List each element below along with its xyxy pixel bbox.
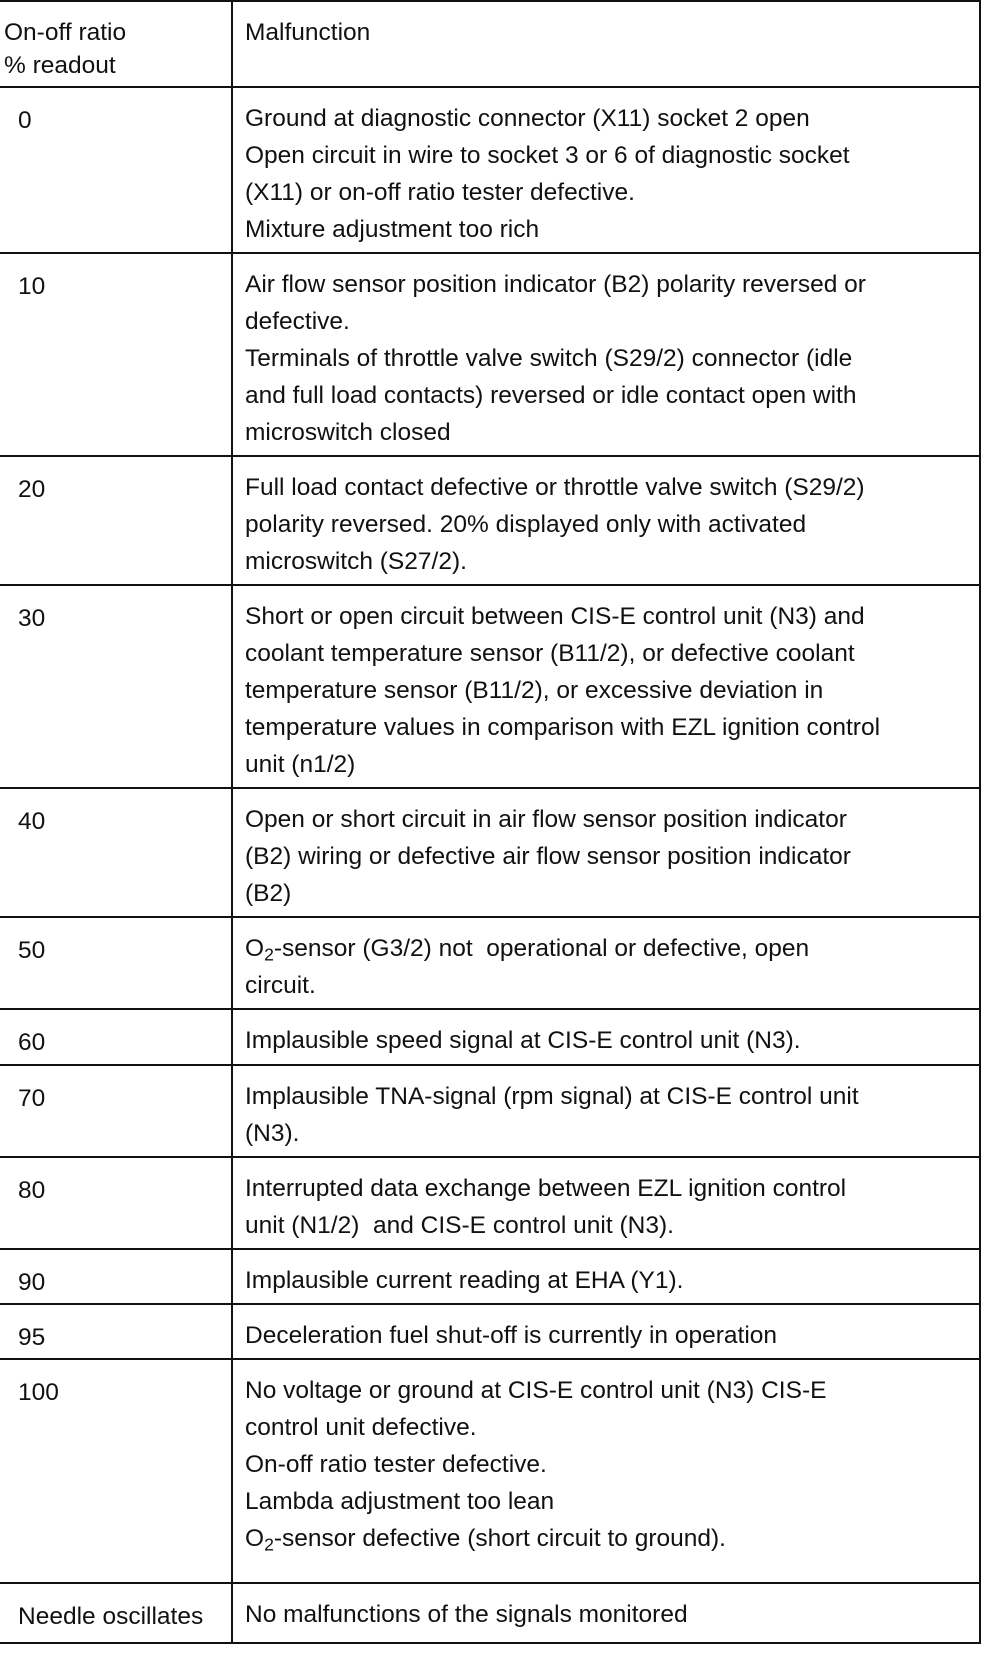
malfunction-description (232, 1009, 980, 1065)
table-body (0, 87, 980, 1643)
table-row (0, 1583, 980, 1643)
malfunction-line: temperature values in comparison with EZL ignition control (245, 714, 881, 741)
malfunction-line: (X11) or on-off ratio tester defective. (245, 179, 635, 206)
malfunction-description (232, 585, 980, 788)
header-col1-line2: % readout (4, 52, 116, 79)
malfunction-line: defective. (245, 308, 350, 335)
table-row (0, 788, 980, 917)
table-row (0, 456, 980, 585)
on-off-ratio-value: 95 (0, 1304, 232, 1359)
table-row (0, 585, 980, 788)
o2-line-text: -sensor (G3/2) not operational or defective, open (273, 935, 810, 962)
malfunction-line: Open or short circuit in air flow sensor position indicator (245, 806, 847, 833)
malfunction-line: Terminals of throttle valve switch (S29/2) connector (idle (245, 345, 853, 372)
table-row (0, 87, 980, 253)
o2-subscript: 2 (264, 944, 274, 965)
malfunction-line: Full load contact defective or throttle valve switch (S29/2) (245, 474, 865, 501)
malfunction-description (232, 1583, 980, 1643)
on-off-ratio-value: 60 (0, 1009, 232, 1065)
malfunction-description (232, 1304, 980, 1359)
malfunction-description (232, 917, 980, 1009)
malfunction-line: control unit defective. (245, 1414, 477, 1441)
o2-line-text: -sensor defective (short circuit to ground). (273, 1525, 726, 1552)
malfunction-description (232, 1065, 980, 1157)
on-off-ratio-value: 100 (0, 1359, 232, 1583)
malfunction-line: unit (n1/2) (245, 751, 356, 778)
table-row (0, 1009, 980, 1065)
table-row (0, 253, 980, 456)
table-row (0, 1304, 980, 1359)
malfunction-line: Deceleration fuel shut-off is currently in operation (245, 1322, 778, 1349)
malfunction-line: On-off ratio tester defective. (245, 1451, 547, 1478)
malfunction-line (245, 930, 969, 967)
malfunction-description (232, 253, 980, 456)
malfunction-line: Implausible current reading at EHA (Y1). (245, 1267, 684, 1294)
o2-subscript: 2 (264, 1534, 274, 1555)
on-off-ratio-value: 50 (0, 917, 232, 1009)
on-off-ratio-value: 20 (0, 456, 232, 585)
malfunction-line: polarity reversed. 20% displayed only with activated (245, 511, 807, 538)
malfunction-line: (B2) wiring or defective air flow sensor position indicator (245, 843, 851, 870)
on-off-ratio-value: 0 (0, 87, 232, 253)
o2-symbol: O (245, 1525, 265, 1552)
malfunction-line: Open circuit in wire to socket 3 or 6 of diagnostic socket (245, 142, 850, 169)
table-row (0, 1359, 980, 1583)
malfunction-line: microswitch (S27/2). (245, 548, 467, 575)
table-row (0, 917, 980, 1009)
malfunction-line: Air flow sensor position indicator (B2) polarity reversed or (245, 271, 866, 298)
malfunction-description (232, 788, 980, 917)
malfunction-line (245, 1520, 969, 1557)
table-row (0, 1249, 980, 1304)
malfunction-line: No malfunctions of the signals monitored (245, 1601, 688, 1628)
malfunction-line: (N3). (245, 1120, 300, 1147)
malfunction-line: Interrupted data exchange between EZL ignition control (245, 1175, 847, 1202)
malfunction-line: Implausible speed signal at CIS-E control unit (N3). (245, 1027, 801, 1054)
malfunction-line: unit (N1/2) and CIS-E control unit (N3). (245, 1212, 674, 1239)
malfunction-line: microswitch closed (245, 419, 451, 446)
malfunction-description (232, 1249, 980, 1304)
malfunction-description (232, 1157, 980, 1249)
malfunction-description (232, 1359, 980, 1583)
table-row (0, 1065, 980, 1157)
on-off-ratio-value: 40 (0, 788, 232, 917)
malfunction-line: coolant temperature sensor (B11/2), or defective coolant (245, 640, 855, 667)
malfunction-line: Mixture adjustment too rich (245, 216, 540, 243)
malfunction-line: temperature sensor (B11/2), or excessive deviation in (245, 677, 824, 704)
malfunction-description (232, 456, 980, 585)
header-malfunction: Malfunction (232, 1, 980, 87)
malfunction-line: Implausible TNA-signal (rpm signal) at CIS-E control unit (245, 1083, 859, 1110)
malfunction-line: circuit. (245, 972, 316, 999)
header-col1-line1: On-off ratio (4, 19, 127, 46)
table-row (0, 1157, 980, 1249)
on-off-ratio-value: 70 (0, 1065, 232, 1157)
o2-symbol: O (245, 935, 265, 962)
malfunction-line: Lambda adjustment too lean (245, 1488, 555, 1515)
malfunction-description (232, 87, 980, 253)
malfunction-line: Ground at diagnostic connector (X11) socket 2 open (245, 105, 810, 132)
header-on-off-ratio (0, 1, 232, 87)
malfunction-line: Short or open circuit between CIS-E control unit (N3) and (245, 603, 865, 630)
malfunction-line: (B2) (245, 880, 292, 907)
table-header-row (0, 1, 980, 87)
malfunction-line: No voltage or ground at CIS-E control unit (N3) CIS-E (245, 1377, 827, 1404)
on-off-ratio-value: 30 (0, 585, 232, 788)
malfunction-line: and full load contacts) reversed or idle contact open with (245, 382, 857, 409)
on-off-ratio-value: Needle oscillates (0, 1583, 232, 1643)
on-off-ratio-value: 90 (0, 1249, 232, 1304)
on-off-ratio-value: 80 (0, 1157, 232, 1249)
on-off-ratio-value: 10 (0, 253, 232, 456)
